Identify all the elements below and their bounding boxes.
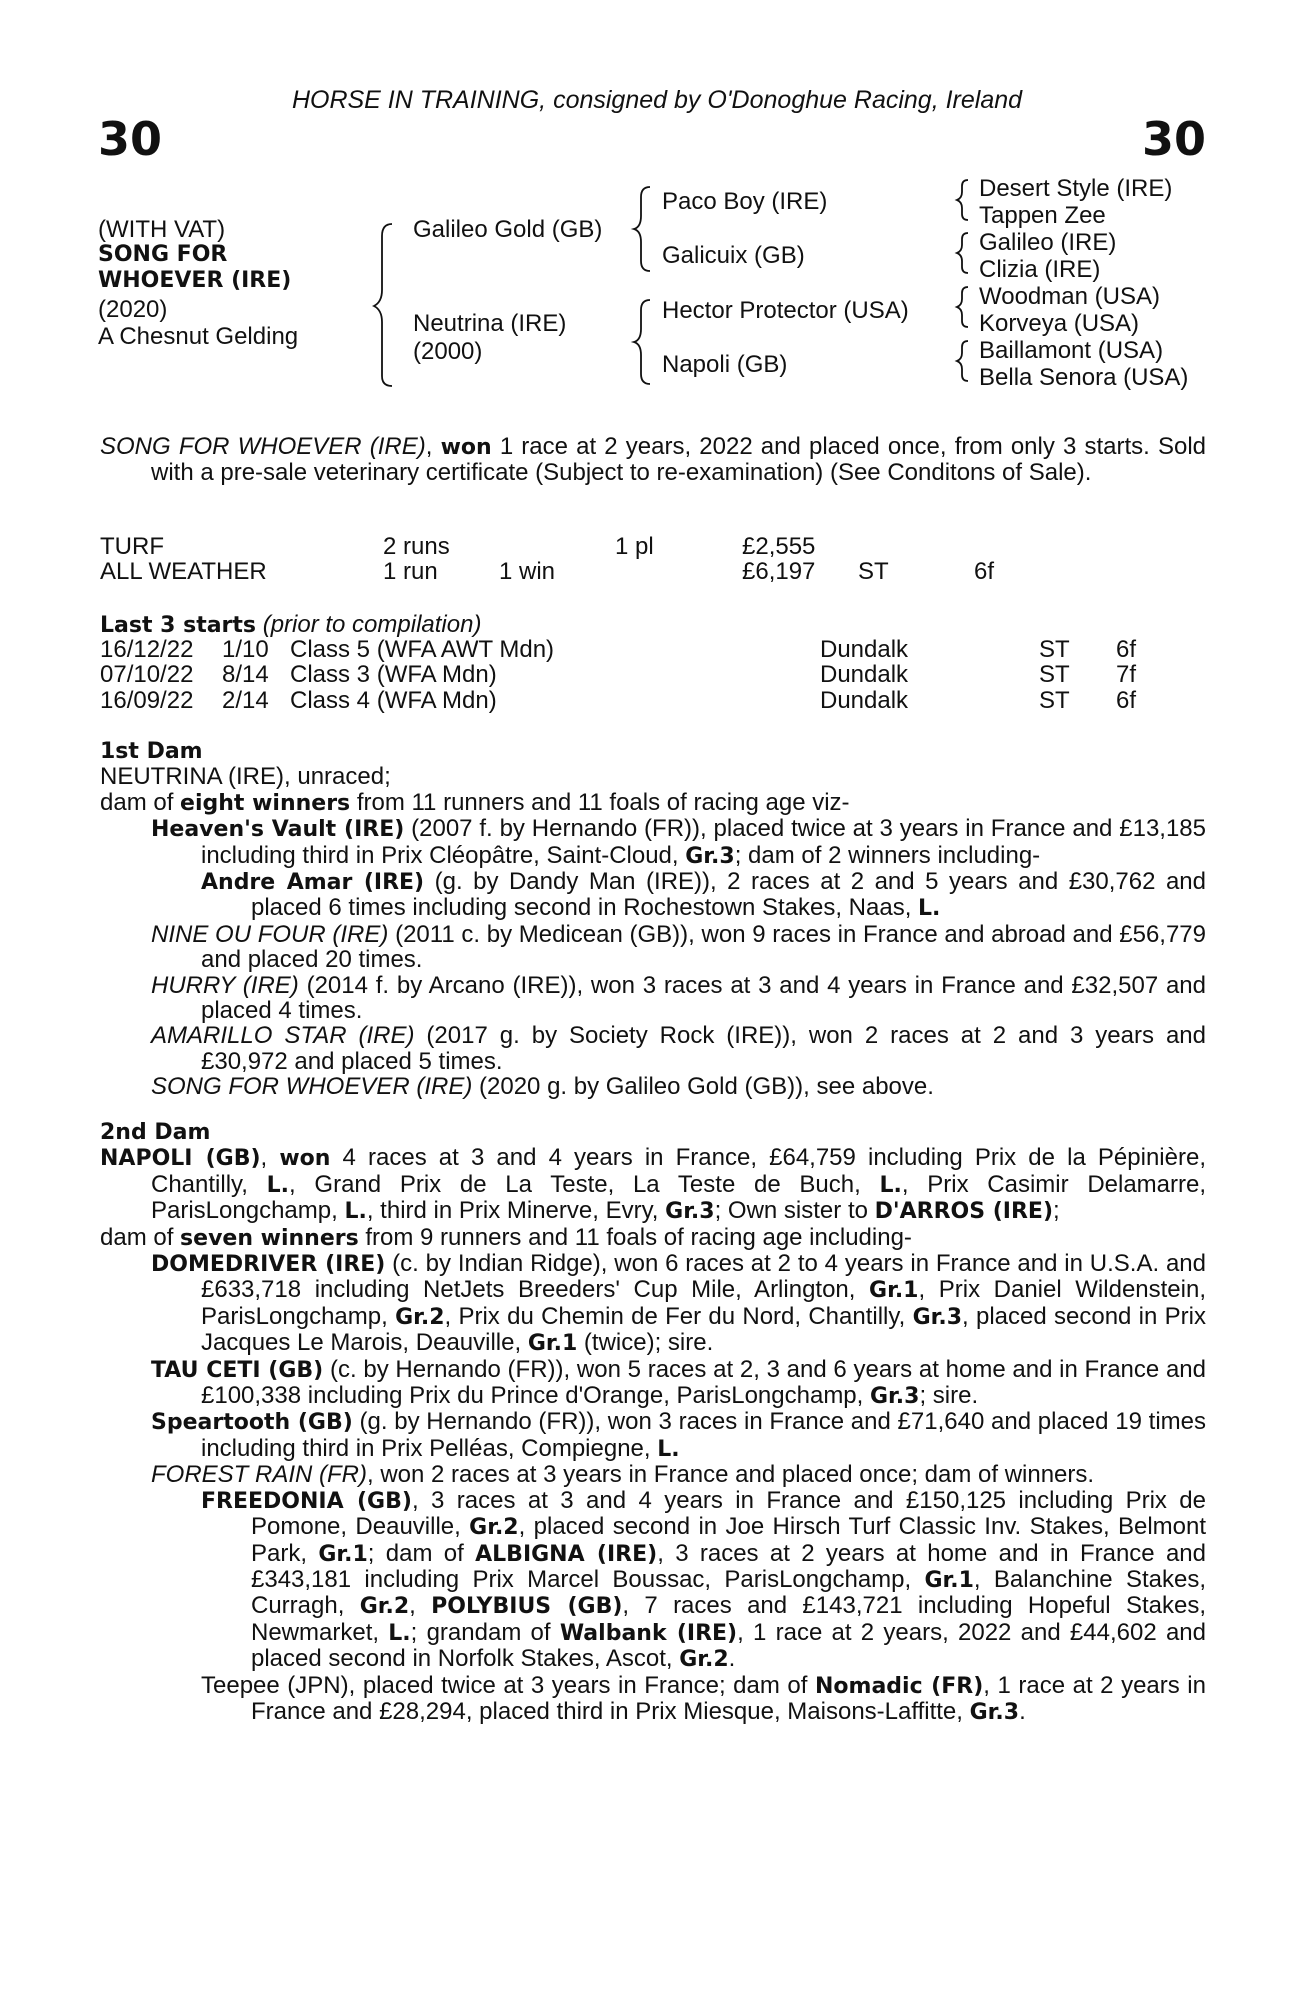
g3-ancestor: Bella Senora (USA) [979, 364, 1189, 391]
summary-horse-name: SONG FOR WHOEVER (IRE) [100, 433, 426, 460]
first-dam-heading: 1st Dam [100, 739, 203, 764]
lot-number-left: 30 [98, 112, 163, 166]
g3-ancestor: Woodman (USA) [979, 283, 1160, 310]
start-row: 16/12/22 1/10 Class 5 (WFA AWT Mdn) Dundalk ST 6f [100, 636, 1137, 663]
g3-ancestor: Korveya (USA) [979, 310, 1140, 337]
second-dam-produce-summary: dam of seven winners from 9 runners and 11 foals of racing age including- [100, 1223, 912, 1251]
first-dam-section [100, 738, 1206, 1100]
foaling-year: (2020) [98, 296, 168, 323]
consignment-line: HORSE IN TRAINING, consigned by O'Donoghue Racing, Ireland [291, 86, 1023, 114]
last-starts-heading: Last 3 starts (prior to compilation) [100, 611, 482, 638]
produce-entry: AMARILLO STAR (IRE) (2017 g. by Society Rock (IRE)), won 2 races at 2 and 3 years and £30,972 and placed 5 times. [151, 1022, 1206, 1075]
second-dam-section [100, 1119, 1206, 1725]
horse-name-line1: SONG FOR [98, 242, 228, 267]
race-summary: SONG FOR WHOEVER (IRE), won 1 race at 2 years, 2022 and placed once, from only 3 starts. Sold with a pre-sale veterinary certificate (Subject to re-examination) (See Conditons of Sale). [100, 433, 1207, 487]
second-dam-record: NAPOLI (GB), won 4 races at 3 and 4 years in France, £64,759 including Prix de la Pépinière, Chantilly, L., Grand Prix de La Teste, La Teste de Buch, L., Prix Casimir Delamarre, ParisLongchamp, L., third in Prix Minerve, Evry, Gr.3; Own sister to D'ARROS (IRE); [100, 1144, 1207, 1225]
second-dam-heading: 2nd Dam [100, 1120, 211, 1145]
career-record-table [100, 534, 1034, 585]
sire-dam-name: Galicuix (GB) [662, 242, 805, 269]
first-dam-produce-summary: dam of eight winners from 11 runners and 11 foals of racing age viz- [100, 788, 850, 816]
last-starts-table [100, 637, 1156, 713]
sire-sire-name: Paco Boy (IRE) [662, 188, 828, 215]
produce-entry: FREEDONIA (GB), 3 races at 3 and 4 years in France and £150,125 including Prix de Pomone, Deauville, Gr.2, placed second in Joe Hirsch Turf Classic Inv. Stakes, Belmont Park, Gr.1; dam of ALBIGNA (IRE), 3 races at 2 years at home and in France and £343,181 including Prix Marcel Boussac, ParisLongchamp, Gr.1, Balanchine Stakes, Curragh, Gr.2, POLYBIUS (GB), 7 races and £143,721 including Hopeful Stakes, Newmarket, L.; grandam of Walbank (IRE), 1 race at 2 years, 2022 and £44,602 and placed second in Norfolk Stakes, Ascot, Gr.2. [201, 1486, 1207, 1673]
produce-entry: Andre Amar (IRE) (g. by Dandy Man (IRE)), 2 races at 2 and 5 years and £30,762 and placed 6 times including second in Rochestown Stakes, Naas, L. [201, 868, 1207, 922]
record-row-all-weather: ALL WEATHER 1 run 1 win £6,197 ST 6f [100, 558, 995, 586]
horse-name-line2: WHOEVER (IRE) [98, 268, 292, 293]
produce-entry: HURRY (IRE) (2014 f. by Arcano (IRE)), won 3 races at 3 and 4 years in France and £32,507 and placed 4 times. [151, 971, 1207, 1025]
dam-name: Neutrina (IRE) [413, 310, 567, 337]
produce-entry: TAU CETI (GB) (c. by Hernando (FR)), won 5 races at 2, 3 and 6 years at home and in France and £100,338 including Prix du Prince d'Orange, ParisLongchamp, Gr.3; sire. [151, 1355, 1207, 1410]
produce-entry: Heaven's Vault (IRE) (2007 f. by Hernando (FR)), placed twice at 3 years in France and £13,185 including third in Prix Cléopâtre, Saint-Cloud, Gr.3; dam of 2 winners including- [151, 815, 1206, 869]
horse-description: A Chesnut Gelding [98, 323, 299, 350]
sire-name: Galileo Gold (GB) [413, 216, 603, 243]
g3-ancestor: Baillamont (USA) [979, 337, 1164, 364]
produce-entry: Teepee (JPN), placed twice at 3 years in France; dam of Nomadic (FR), 1 race at 2 years in France and £28,294, placed third in Prix Miesque, Maisons-Laffitte, Gr.3. [201, 1671, 1206, 1725]
vat-label: (WITH VAT) [98, 216, 226, 243]
g3-ancestor: Galileo (IRE) [979, 229, 1117, 256]
dam-sire-name: Hector Protector (USA) [662, 297, 909, 324]
start-row: 16/09/22 2/14 Class 4 (WFA Mdn) Dundalk ST 6f [100, 686, 1137, 714]
g3-ancestor: Tappen Zee [979, 202, 1106, 229]
dam-year: (2000) [413, 338, 483, 365]
produce-entry: Speartooth (GB) (g. by Hernando (FR)), won 3 races in France and £71,640 and placed 19 times including third in Prix Pelléas, Compiegne, L. [151, 1408, 1206, 1462]
lot-number-right: 30 [1141, 112, 1206, 166]
g3-ancestor: Clizia (IRE) [979, 256, 1101, 283]
start-row: 07/10/22 8/14 Class 3 (WFA Mdn) Dundalk ST 7f [100, 661, 1137, 689]
produce-entry: SONG FOR WHOEVER (IRE) (2020 g. by Galileo Gold (GB)), see above. [151, 1073, 934, 1101]
dam-dam-name: Napoli (GB) [662, 351, 788, 378]
produce-entry: NINE OU FOUR (IRE) (2011 c. by Medicean (GB)), won 9 races in France and abroad and £56,779 and placed 20 times. [151, 920, 1207, 974]
g3-ancestor: Desert Style (IRE) [979, 175, 1173, 202]
first-dam-status: NEUTRINA (IRE), unraced; [100, 763, 391, 791]
produce-entry: FOREST RAIN (FR), won 2 races at 3 years in France and placed once; dam of winners. [151, 1461, 1095, 1489]
record-row-turf: TURF 2 runs 1 pl £2,555 [100, 533, 816, 560]
produce-entry: DOMEDRIVER (IRE) (c. by Indian Ridge), won 6 races at 2 to 4 years in France and in U.S.A. and £633,718 including NetJets Breeders' Cup Mile, Arlington, Gr.1, Prix Daniel Wildenstein, ParisLongchamp, Gr.2, Prix du Chemin de Fer du Nord, Chantilly, Gr.3, placed second in Prix Jacques Le Marois, Deauville, Gr.1 (twice); sire. [151, 1250, 1207, 1357]
